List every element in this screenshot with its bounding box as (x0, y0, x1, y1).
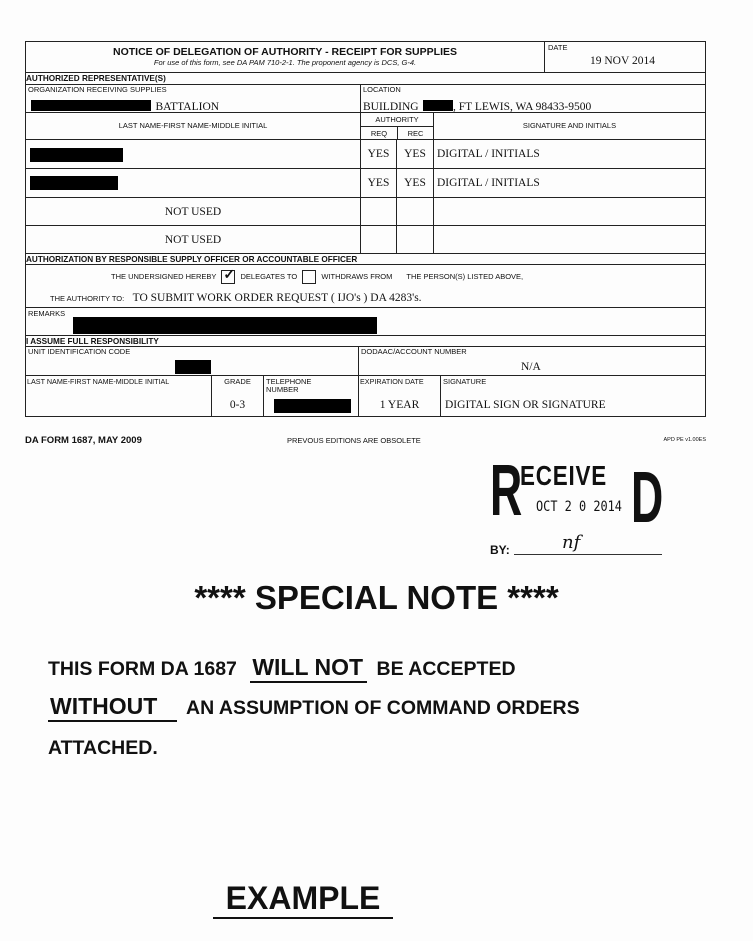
received-stamp (490, 451, 670, 558)
authority-to-label: THE AUTHORITY TO: (50, 294, 125, 303)
signature-col-label: SIGNATURE AND INITIALS (522, 120, 617, 130)
authorized-representatives-heading: AUTHORIZED REPRESENTATIVE(S) (26, 73, 705, 85)
uic-row (26, 347, 705, 376)
delegation-block (26, 265, 705, 308)
dodaac-label: DODAAC/ACCOUNT NUMBER (361, 347, 467, 356)
editions-note: PREVOUS EDITIONS ARE OBSOLETE (287, 436, 421, 445)
rep-row-4 (26, 226, 705, 254)
authority-to-line (50, 288, 422, 306)
form-title-cell (26, 42, 545, 72)
responsibility-heading: I ASSUME FULL RESPONSIBILITY (26, 336, 705, 347)
redacted-uic (175, 360, 211, 374)
location-prefix: BUILDING (363, 101, 419, 113)
signature-label: SIGNATURE (443, 377, 487, 386)
dodaac-value: N/A (521, 361, 541, 373)
rep-4-rec (397, 226, 434, 253)
checkmark-icon: ✓ (223, 266, 236, 282)
note-line-1 (48, 654, 516, 683)
expiration-value: 1 YEAR (379, 399, 420, 411)
redacted-name (30, 148, 123, 162)
authority-header (361, 113, 434, 139)
authority-subheader (361, 127, 433, 140)
withdraws-text: WITHDRAWS FROM (321, 271, 393, 281)
stamp-date: OCT 2 0 2014 (536, 499, 622, 515)
officer-name-label: LAST NAME-FIRST NAME-MIDDLE INITIAL (27, 377, 170, 386)
location-suffix: , FT LEWIS, WA 98433-9500 (453, 101, 592, 113)
redacted-telephone (274, 399, 351, 413)
date-value: 19 NOV 2014 (590, 55, 655, 67)
rep-3-req (361, 198, 397, 225)
remarks-row (26, 308, 705, 336)
grade-label: GRADE (224, 377, 251, 386)
expiration-label: EXPIRATION DATE (360, 377, 424, 386)
authorization-heading: AUTHORIZATION BY RESPONSIBLE SUPPLY OFFICER OR ACCOUNTABLE OFFICER (26, 254, 705, 265)
redacted-org (31, 100, 151, 111)
name-col-label: LAST NAME-FIRST NAME-MIDDLE INITIAL (26, 113, 361, 139)
delegates-checkbox[interactable] (221, 266, 236, 284)
note-line-2 (48, 693, 580, 722)
stamp-d: D (631, 458, 664, 538)
stamp-signature-line (514, 554, 662, 555)
note-will-not: WILL NOT (250, 654, 367, 683)
location-cell (361, 85, 705, 112)
rep-2-req: YES (361, 169, 397, 197)
grade-value: 0-3 (229, 399, 246, 411)
rep-1-name (26, 140, 361, 168)
authority-label: AUTHORITY (361, 113, 433, 127)
delegation-line (111, 266, 524, 284)
remarks-label: REMARKS (28, 309, 66, 318)
rep-3-name: NOT USED (26, 198, 361, 225)
note-line2-b: AN ASSUMPTION OF COMMAND ORDERS (186, 697, 580, 719)
date-cell (545, 42, 705, 72)
example-label: EXAMPLE (213, 880, 393, 919)
rep-4-name: NOT USED (26, 226, 361, 253)
officer-row (26, 376, 705, 416)
rep-1-rec: YES (397, 140, 434, 168)
delegates-text: DELEGATES TO (240, 271, 298, 281)
telephone-cell (264, 376, 359, 416)
redacted-building (423, 100, 453, 111)
rep-2-name (26, 169, 361, 197)
rep-4-signature (434, 226, 705, 253)
redacted-remarks (73, 317, 377, 334)
redacted-name (30, 176, 118, 190)
rep-2-signature: DIGITAL / INITIALS (437, 177, 540, 189)
form-id: DA FORM 1687, MAY 2009 (25, 435, 142, 446)
stamp-word: ECEIVE (520, 460, 607, 491)
org-location-row (26, 85, 705, 113)
rep-1-signature: DIGITAL / INITIALS (437, 148, 540, 160)
officer-name-cell (26, 376, 212, 416)
rec-label: REC (407, 129, 424, 138)
apd-version: APD PE v1.00ES (663, 437, 706, 443)
rep-1-req: YES (361, 140, 397, 168)
rep-row-2 (26, 169, 705, 198)
note-without: WITHOUT (48, 693, 177, 722)
dodaac-cell (359, 347, 705, 375)
org-label: ORGANIZATION RECEIVING SUPPLIES (28, 85, 167, 94)
special-note-title: **** SPECIAL NOTE **** (194, 579, 559, 616)
persons-text: THE PERSON(S) LISTED ABOVE, (406, 271, 524, 281)
rep-4-req (361, 226, 397, 253)
signature-value: DIGITAL SIGN OR SIGNATURE (445, 399, 606, 411)
rep-header-row (26, 113, 705, 140)
undersigned-text: THE UNDERSIGNED HEREBY (111, 271, 217, 281)
location-label: LOCATION (363, 85, 401, 94)
remarks-cell (26, 308, 705, 335)
rep-2-rec: YES (397, 169, 434, 197)
expiration-cell (359, 376, 441, 416)
da-form-1687 (25, 41, 706, 417)
rep-row-3 (26, 198, 705, 226)
authority-to-value: TO SUBMIT WORK ORDER REQUEST ( IJO's ) DA 4283's. (132, 292, 422, 304)
date-label: DATE (548, 43, 568, 52)
stamp-r: R (490, 451, 523, 531)
req-label: REQ (361, 127, 398, 140)
stamp-initials: nf (562, 532, 581, 553)
stamp-by-label: BY: (490, 543, 510, 557)
withdraws-checkbox[interactable] (302, 270, 316, 284)
uic-label: UNIT IDENTIFICATION CODE (28, 347, 131, 356)
note-line-3: ATTACHED. (48, 737, 158, 759)
officer-signature-cell (441, 376, 705, 416)
org-cell (26, 85, 361, 112)
form-title: NOTICE OF DELEGATION OF AUTHORITY - RECEIPT FOR SUPPLIES (113, 46, 457, 58)
uic-cell (26, 347, 359, 375)
rep-3-signature (434, 198, 705, 225)
telephone-label: TELEPHONE NUMBER (266, 377, 312, 395)
org-value: BATTALION (155, 101, 220, 113)
form-subtitle: For use of this form, see DA PAM 710-2-1. The proponent agency is DCS, G-4. (153, 58, 417, 67)
rep-3-rec (397, 198, 434, 225)
form-title-row (26, 42, 705, 73)
rep-row-1 (26, 140, 705, 169)
note-line1-b: BE ACCEPTED (376, 658, 516, 680)
note-line1-a: THIS FORM DA 1687 (48, 658, 237, 680)
grade-cell (212, 376, 264, 416)
